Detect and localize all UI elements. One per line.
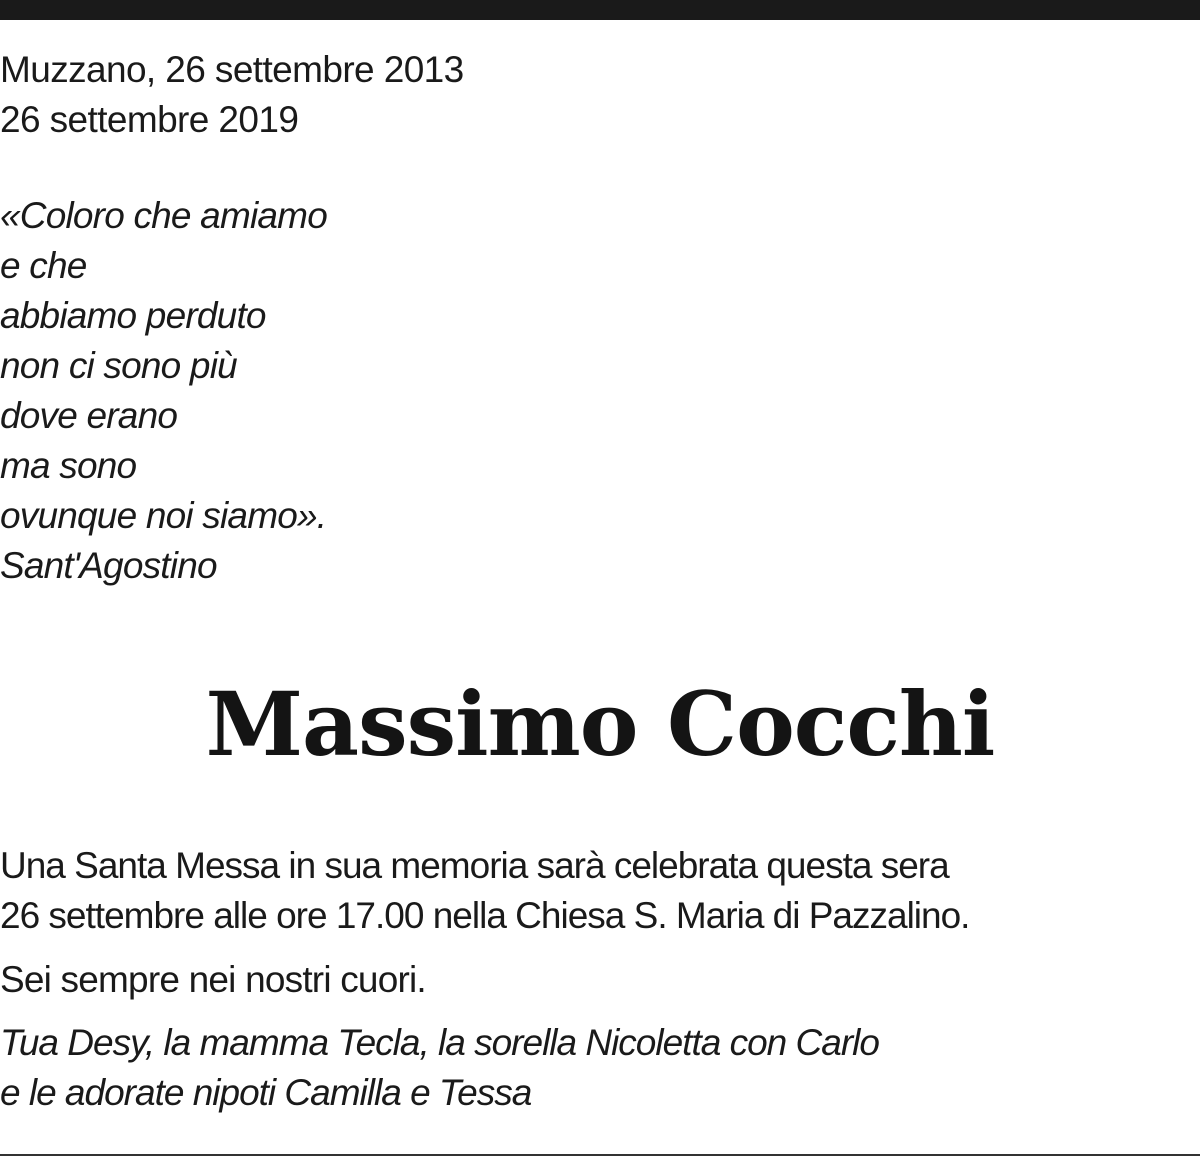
quote-line: e che <box>0 245 87 286</box>
date-line-anniversary: 26 settembre 2019 <box>0 99 299 140</box>
quote-line: ovunque noi siamo». <box>0 495 327 536</box>
signatories-line: e le adorate nipoti Camilla e Tessa <box>0 1072 532 1113</box>
quote-line: «Coloro che amiamo <box>0 195 327 236</box>
remembrance-tagline: Sei sempre nei nostri cuori. <box>0 959 426 1000</box>
deceased-name: Massimo Cocchi <box>205 672 995 776</box>
top-black-bar <box>0 0 1200 20</box>
family-signatories <box>0 1018 879 1118</box>
anniversary-dates <box>0 45 464 145</box>
mass-announcement-line: 26 settembre alle ore 17.00 nella Chiesa S. Maria di Pazzalino. <box>0 895 970 936</box>
mass-announcement <box>0 841 969 941</box>
quote-line: ma sono <box>0 445 137 486</box>
signatories-line: Tua Desy, la mamma Tecla, la sorella Nicoletta con Carlo <box>0 1022 879 1063</box>
quote-line: abbiamo perduto <box>0 295 266 336</box>
mass-announcement-line: Una Santa Messa in sua memoria sarà celebrata questa sera <box>0 845 949 886</box>
bottom-divider-line <box>0 1154 1200 1156</box>
memorial-quote <box>0 191 327 591</box>
date-line-place: Muzzano, 26 settembre 2013 <box>0 49 464 90</box>
quote-author: Sant'Agostino <box>0 545 217 586</box>
quote-line: non ci sono più <box>0 345 237 386</box>
quote-line: dove erano <box>0 395 178 436</box>
